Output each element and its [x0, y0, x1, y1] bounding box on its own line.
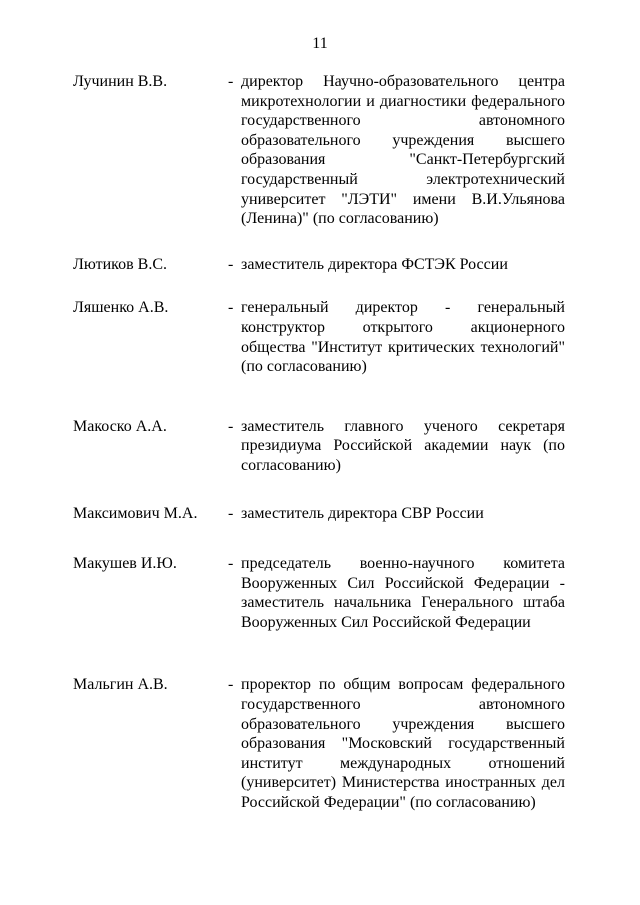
member-position: заместитель директора ФСТЭК России [241, 255, 508, 273]
member-entry [73, 504, 573, 524]
member-name: Лучинин В.В. [73, 73, 168, 90]
entry-dash: - [228, 676, 234, 694]
member-name: Ляшенко А.В. [73, 299, 169, 317]
entry-dash: - [228, 73, 234, 90]
member-name: Лютиков В.С. [73, 255, 168, 273]
member-position: заместитель главного ученого секретаря президиума Российской академии наук (по согласованию) [241, 417, 565, 474]
member-entry [73, 298, 573, 376]
page-number: 11 [312, 35, 328, 52]
member-name: Макоско А.А. [73, 417, 167, 435]
member-entry [73, 255, 573, 275]
member-name: Макушев И.Ю. [73, 555, 177, 573]
member-position: проректор по общим вопросам федерального государственного автономного образовательного учреждения высшего образования "Московский государственный институт международных отношений (университет) Министерства иностранных дел Российской Федерации" (по согласованию) [241, 676, 565, 812]
member-entry [73, 675, 573, 812]
member-position: директор Научно-образовательного центра микротехнологии и диагностики федерального государственного автономного образовательного учреждения высшего образования "Санкт-Петербургский государственный электротехнический университет "ЛЭТИ" имени В.И.Ульянова (Ленина)" (по согласованию) [241, 73, 565, 228]
member-position: председатель военно-научного комитета Вооруженных Сил Российской Федерации - заместитель начальника Генерального штаба Вооруженных Сил Российской Федерации [241, 555, 565, 631]
member-entry [73, 554, 573, 632]
entry-dash: - [228, 555, 234, 573]
entry-dash: - [228, 299, 234, 317]
member-entry [73, 417, 573, 476]
member-name: Максимович М.А. [73, 504, 198, 522]
member-position: генеральный директор - генеральный конструктор открытого акционерного общества "Институт критических технологий" (по согласованию) [241, 299, 565, 376]
member-list [73, 72, 573, 813]
entry-dash: - [228, 255, 234, 273]
member-entry [73, 72, 573, 229]
entry-dash: - [228, 504, 234, 522]
member-name: Мальгин А.В. [73, 676, 168, 694]
entry-dash: - [228, 417, 234, 435]
member-position: заместитель директора СВР России [241, 504, 484, 522]
